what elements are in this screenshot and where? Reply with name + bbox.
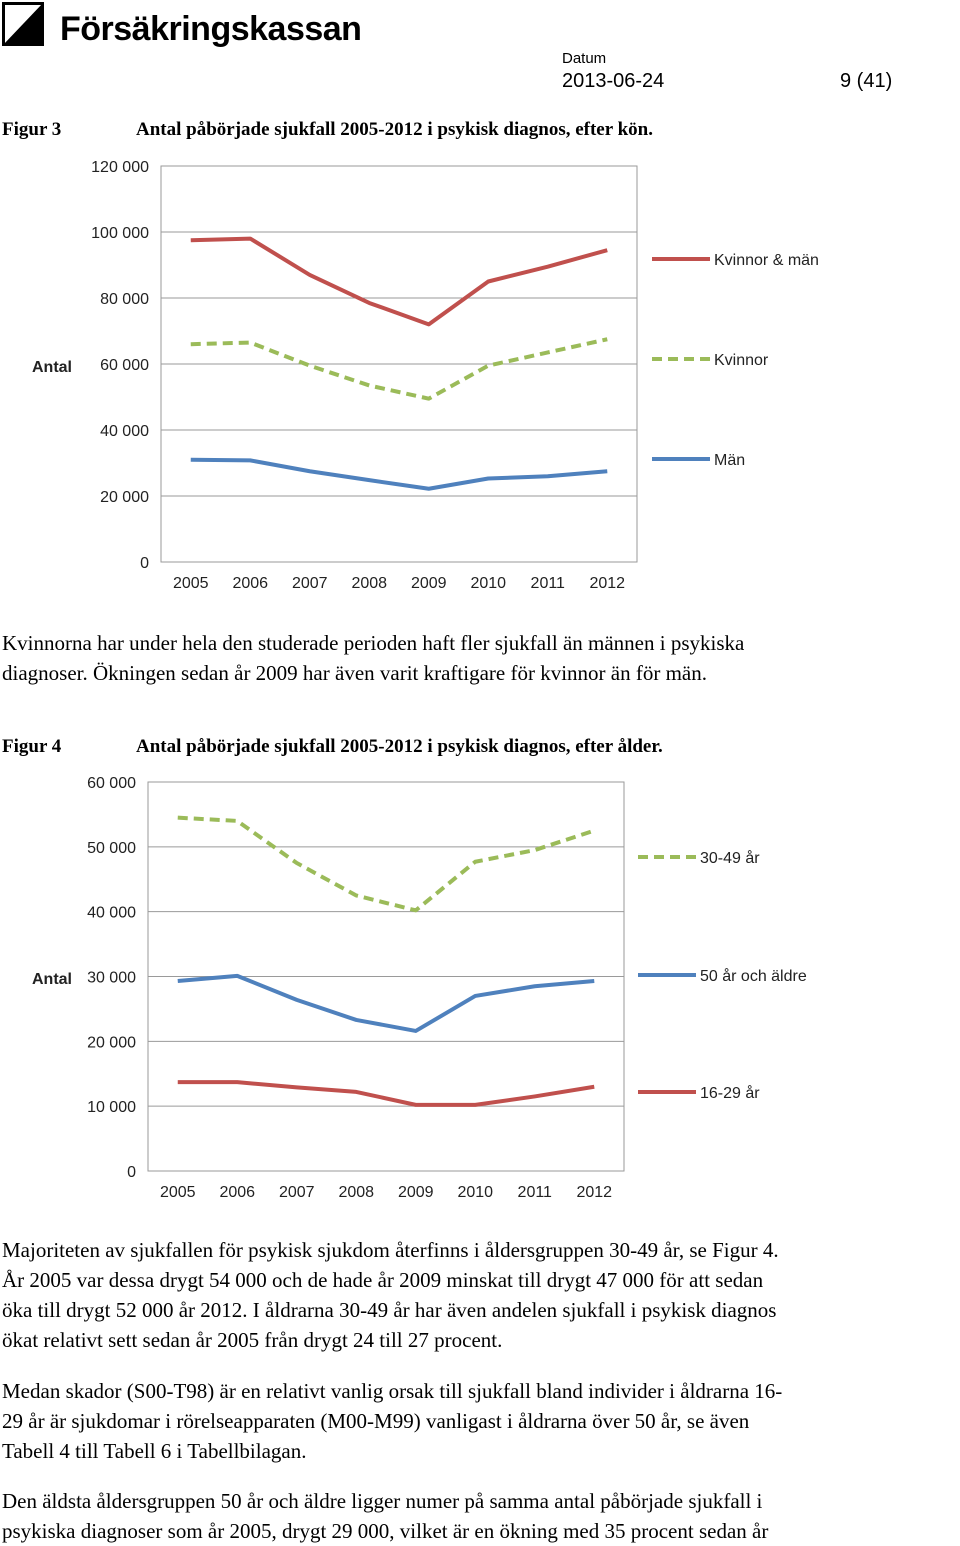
- y-tick-label: 40 000: [100, 423, 149, 440]
- y-tick-label: 0: [127, 1164, 136, 1181]
- paragraph-4: [2, 1486, 958, 1546]
- paragraph-1-line: diagnoser. Ökningen sedan år 2009 har även varit kraftigare för kvinnor än för män.: [2, 658, 958, 688]
- paragraph-2-line: Majoriteten av sjukfallen för psykisk sjukdom återfinns i åldersgruppen 30-49 år, se Figur 4.: [2, 1235, 958, 1265]
- x-tick-label: 2011: [531, 575, 566, 592]
- x-tick-label: 2007: [292, 575, 328, 592]
- series-line-0: [191, 239, 608, 325]
- legend-label: 30-49 år: [700, 849, 760, 867]
- paragraph-4-line: psykiska diagnoser som år 2005, drygt 29 000, vilket är en ökning med 35 procent sedan år: [2, 1516, 958, 1546]
- x-tick-label: 2010: [457, 1184, 493, 1201]
- figure-3-chart: [0, 150, 960, 600]
- paragraph-3: [2, 1376, 958, 1466]
- figure-3-label: Figur 3: [2, 119, 61, 141]
- y-tick-label: 10 000: [87, 1099, 136, 1116]
- y-tick-label: 0: [140, 555, 149, 572]
- paragraph-2: [2, 1235, 958, 1355]
- figure-4-label: Figur 4: [2, 736, 61, 758]
- y-tick-label: 20 000: [87, 1034, 136, 1051]
- y-tick-label: 60 000: [100, 357, 149, 374]
- paragraph-2-line: År 2005 var dessa drygt 54 000 och de hade år 2009 minskat till drygt 47 000 för att sedan: [2, 1265, 958, 1295]
- series-line-1: [191, 339, 608, 398]
- logo-icon: [2, 2, 44, 46]
- x-tick-label: 2006: [219, 1184, 255, 1201]
- y-tick-label: 20 000: [100, 489, 149, 506]
- x-tick-label: 2008: [351, 575, 387, 592]
- legend-label: Män: [714, 452, 745, 469]
- y-axis-label: Antal: [32, 971, 72, 988]
- y-tick-label: 100 000: [91, 225, 149, 242]
- x-tick-label: 2007: [279, 1184, 315, 1201]
- x-tick-label: 2005: [160, 1184, 196, 1201]
- x-tick-label: 2006: [232, 575, 268, 592]
- series-line-2: [191, 460, 608, 489]
- page-number: 9 (41): [840, 70, 892, 93]
- legend-label: 16-29 år: [700, 1084, 760, 1102]
- logo-text: Försäkringskassan: [60, 10, 361, 49]
- paragraph-2-line: öka till drygt 52 000 år 2012. I åldrarna 30-49 år har även andelen sjukfall i psykisk diagnos: [2, 1295, 958, 1325]
- series-line-2: [178, 1082, 595, 1105]
- x-tick-label: 2009: [411, 575, 447, 592]
- figure-3-title: Antal påbörjade sjukfall 2005-2012 i psykisk diagnos, efter kön.: [136, 119, 653, 141]
- y-tick-label: 50 000: [87, 840, 136, 857]
- paragraph-1-line: Kvinnorna har under hela den studerade perioden haft fler sjukfall än männen i psykiska: [2, 628, 958, 658]
- y-tick-label: 120 000: [91, 159, 149, 176]
- x-tick-label: 2005: [173, 575, 209, 592]
- x-tick-label: 2012: [589, 575, 625, 592]
- figure-4-chart: [0, 766, 960, 1216]
- y-tick-label: 30 000: [87, 970, 136, 987]
- date-label: Datum: [562, 50, 606, 67]
- paragraph-3-line: 29 år är sjukdomar i rörelseapparaten (M00-M99) vanligast i åldrarna över 50 år, se även: [2, 1406, 958, 1436]
- paragraph-3-line: Tabell 4 till Tabell 6 i Tabellbilagan.: [2, 1436, 958, 1466]
- paragraph-2-line: ökat relativt sett sedan år 2005 från drygt 24 till 27 procent.: [2, 1325, 958, 1355]
- y-tick-label: 60 000: [87, 775, 136, 792]
- figure-4-title: Antal påbörjade sjukfall 2005-2012 i psykisk diagnos, efter ålder.: [136, 736, 663, 758]
- paragraph-4-line: Den äldsta åldersgruppen 50 år och äldre ligger numer på samma antal påbörjade sjukfall i: [2, 1486, 958, 1516]
- paragraph-3-line: Medan skador (S00-T98) är en relativt vanlig orsak till sjukfall bland individer i åldrarna 16-: [2, 1376, 958, 1406]
- x-tick-label: 2011: [518, 1184, 553, 1201]
- legend-label: Kvinnor: [714, 352, 769, 369]
- series-line-1: [178, 976, 595, 1031]
- paragraph-1: [2, 628, 958, 688]
- x-tick-label: 2009: [398, 1184, 434, 1201]
- legend-label: 50 år och äldre: [700, 967, 807, 985]
- x-tick-label: 2010: [470, 575, 506, 592]
- series-line-0: [178, 818, 595, 911]
- x-tick-label: 2012: [576, 1184, 612, 1201]
- legend-label: Kvinnor & män: [714, 252, 819, 269]
- x-tick-label: 2008: [338, 1184, 374, 1201]
- y-tick-label: 80 000: [100, 291, 149, 308]
- y-tick-label: 40 000: [87, 905, 136, 922]
- y-axis-label: Antal: [32, 359, 72, 376]
- document-date: 2013-06-24: [562, 70, 664, 93]
